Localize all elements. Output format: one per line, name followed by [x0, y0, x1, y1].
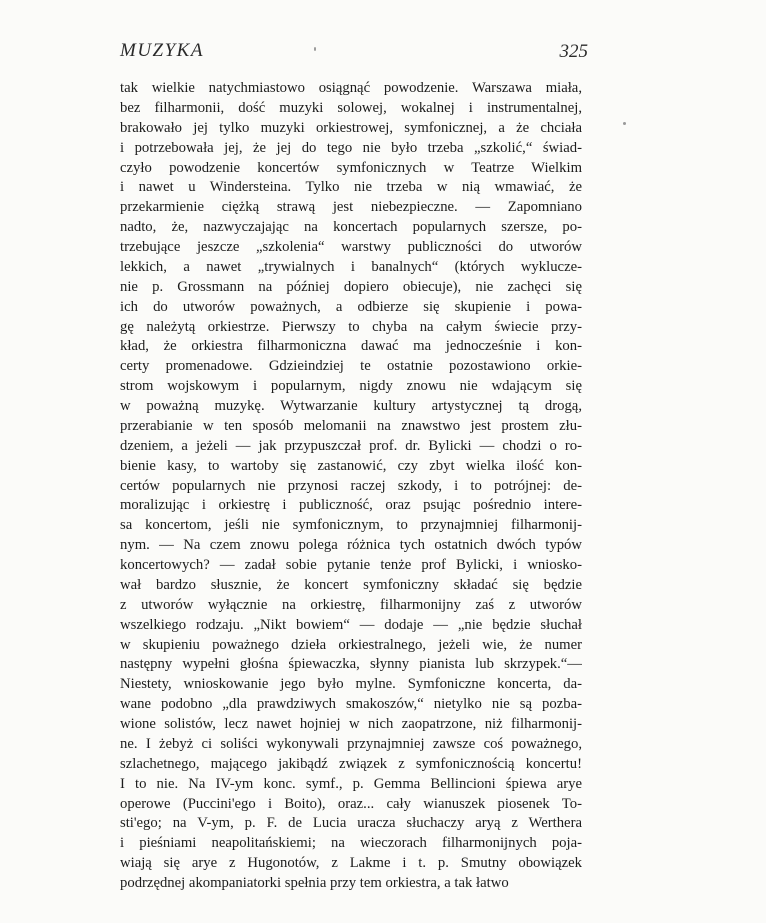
text-line: i potrzebowała jej, że jej do tego nie było trzeba „szkolić,“ świad-: [120, 139, 582, 156]
text-line: gę należytą orkiestrze. Pierwszy to chyba na całym świecie przy-: [120, 318, 582, 335]
text-line: nadto, że, nazwyczajając na koncertach popularnych szersze, po-: [120, 219, 582, 236]
text-line: wiają się arye z Hugonotów, z Lakme i t. p. Smutny obowiązek: [120, 855, 582, 872]
body-text: [120, 79, 582, 894]
text-line: przekarmienie ciężką strawą jest niebezpieczne. — Zapomniano: [120, 199, 582, 216]
text-line: bez filharmonii, dość muzyki solowej, wokalnej i instrumentalnej,: [120, 99, 582, 116]
text-line: operowe (Puccini'ego i Boito), oraz... cały wianuszek piosenek To-: [120, 795, 582, 812]
text-line: szlachetnego, mającego jakibądź związek z symfonicznością koncertu!: [120, 755, 582, 772]
text-line: moralizując i orkiestrę i publiczność, oraz psując pośrednio intere-: [120, 497, 582, 514]
text-line: ich do utworów poważnych, a odbierze się skupienie i powa-: [120, 298, 582, 315]
text-line: nym. — Na czem znowu polega różnica tych ostatnich dwóch typów: [120, 537, 582, 554]
text-line: strom wojskowym i popularnym, nigdy znowu nie wdającym się: [120, 378, 582, 395]
text-line: podrzędnej akompaniatorki spełnia przy tem orkiestra, a tak łatwo: [120, 875, 509, 891]
text-line: sti'ego; na V-ym, p. F. de Lucia uracza słuchaczy aryą z Werthera: [120, 815, 582, 832]
text-line: i nawet u Windersteina. Tylko nie trzeba w nią wmawiać, że: [120, 179, 582, 196]
text-line: i pieśniami neapolitańskiemi; na wieczorach filharmonijnych poja-: [120, 835, 582, 852]
text-line: certy promenadowe. Gdzieindziej te ostatnie pozostawiono orkie-: [120, 358, 582, 375]
text-line: wione solistów, lecz nawet hojniej w nich zaopatrzone, niż filharmonij-: [120, 716, 582, 732]
text-line: w skupieniu poważnego dzieła orkiestralnego, jeżeli wie, że numer: [120, 636, 582, 653]
paper-speck: [314, 47, 316, 51]
text-line: nie p. Grossmann na później dopiero obiecuje), nie zachęci się: [120, 278, 582, 295]
text-line: następny wypełni głośna śpiewaczka, słynny pianista lub skrzypek.“—: [120, 656, 582, 673]
page-number: 325: [559, 41, 588, 62]
text-line: koncertowych? — zadał sobie pytanie tenże prof Bylicki, i wniosko-: [120, 557, 582, 573]
text-line: wał bardzo słusznie, że koncert symfoniczny składać się będzie: [120, 576, 582, 593]
running-title: MUZYKA: [120, 40, 204, 61]
text-line: trzebujące jeszcze „szkolenia“ warstwy publiczności do utworów: [120, 239, 582, 255]
text-line: w poważną muzykę. Wytwarzanie kultury artystycznej tą drogą,: [120, 398, 582, 414]
text-line: z utworów wyłącznie na orkiestrę, filharmonijny zaś z utworów: [120, 596, 582, 613]
text-line: sa koncertom, jeśli nie symfonicznym, to przynajmniej filharmonij-: [120, 517, 582, 534]
text-line: czyło powodzenie koncertów symfonicznych w Teatrze Wielkim: [120, 159, 582, 176]
text-line: bienie kasy, to wartoby się zastanowić, czy zbyt wielka ilość kon-: [120, 457, 582, 474]
text-line: I to nie. Na IV-ym konc. symf., p. Gemma Bellincioni śpiewa arye: [120, 775, 582, 792]
paper-speck: [623, 122, 626, 125]
text-line: certów popularnych nie przynosi raczej szkody, i to potrójnej: de-: [120, 477, 582, 494]
text-line: brakowało jej tylko muzyki orkiestrowej, symfonicznej, a że chciała: [120, 119, 582, 136]
text-line: przerabianie w ten sposób melomanii na znawstwo jest prostem złu-: [120, 417, 582, 434]
text-line: dzeniem, a jeżeli — jak przypuszczał prof. dr. Bylicki — chodzi o ro-: [120, 437, 582, 454]
text-line: Niestety, wnioskowanie jego było mylne. Symfoniczne koncerta, da-: [120, 676, 582, 693]
text-line: tak wielkie natychmiastowo osiągnąć powodzenie. Warszawa miała,: [120, 80, 582, 96]
text-line: wszelkiego rodzaju. „Nikt bowiem“ — dodaje — „nie będzie słuchał: [120, 616, 582, 633]
text-line: wane podobno „dla prawdziwych smakoszów,“ nietylko nie są pozba-: [120, 696, 582, 713]
text-line: kład, że orkiestra filharmoniczna dawać ma jednocześnie i kon-: [120, 338, 582, 355]
text-line: ne. I żebyż ci soliści wykonywali przynajmniej zawsze coś poważnego,: [120, 735, 582, 752]
text-line: lekkich, a nawet „trywialnych i banalnych“ (których wyklucze-: [120, 258, 582, 275]
